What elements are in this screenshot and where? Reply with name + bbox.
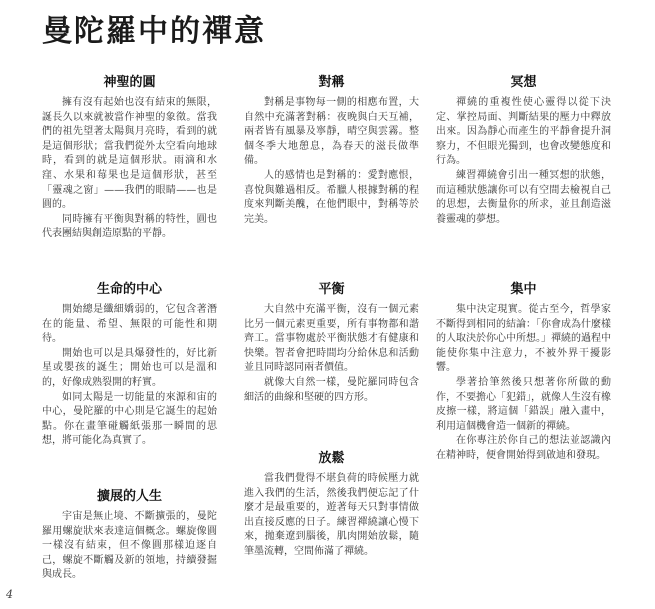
paragraph: 宇宙是無止境、不斷擴張的，曼陀羅用螺旋狀來表達這個概念。螺旋像圓一樣沒有結束，但不像圓那樣迫逐自己，螺旋不斷觸及新的領地，持續發掘與成長。: [42, 511, 217, 581]
paragraph: 人的感情也是對稱的：愛對應恨，喜悅與難過相反。希臘人根據對稱的程度來判斷美醜，在他們眼中，對稱等於完美。: [244, 169, 419, 225]
paragraph: 開始總是纖細嬌弱的，它包含著潛在的能量、希望、無限的可能性和期待。: [42, 304, 217, 345]
paragraph: 在你專注於你自己的想法並認識內在精神時，便會開始得到啟迪和發現。: [436, 435, 611, 461]
paragraph: 開始也可以是具爆發性的，好比新星或嬰孩的誕生；開始也可以是溫和的，好像成熟裂開的籽實。: [42, 347, 217, 388]
paragraph: 學著拾筆然後只想著你所做的動作，不要擔心「犯錯」，就像人生沒有橡皮擦一樣，將這個「錯誤」融入畫中，利用這個機會造一個新的禪繞。: [436, 376, 611, 432]
section-balance: [244, 281, 419, 405]
paragraph: 擁有沒有起始也沒有結束的無限，誕長久以來就被當作神聖的象徵。當我們的祖先望著太陽與月亮時，看到的就是這個形狀；當我們從外太空看向地球時，看到的就是這個形狀。雨滴和水窪、水果和莓果也是這個形狀，甚至「靈魂之窗」——我們的眼睛——也是圓的。: [42, 97, 217, 211]
section-heading: 生命的中心: [96, 282, 162, 297]
section-expanding-life: [42, 488, 217, 583]
section-relax: [244, 450, 419, 560]
section-heading: 神聖的圓: [103, 75, 156, 90]
section-sacred-circle: [42, 74, 217, 242]
paragraph: 大自然中充滿平衡，沒有一個元素比另一個元素更重要，所有事物都和諧齊工。當事物處於平衡狀態才有健康和快樂。智者會把時間均分給休息和活動並且同時認同兩者價值。: [244, 304, 419, 374]
section-heading: 冥想: [510, 75, 537, 90]
section-heading: 放鬆: [318, 451, 345, 466]
section-heading: 擴展的人生: [96, 489, 162, 504]
paragraph: 對稱是事物每一側的相應布置，大自然中充滿著對稱：夜晚與白天互補，兩者皆有風暴及寧靜，晴空與雲霧。整個冬季大地憩息，為春天的滋長做準備。: [244, 97, 419, 167]
section-heading: 集中: [510, 282, 537, 297]
page-title: 曼陀羅中的禪意: [42, 14, 266, 49]
paragraph: 同時擁有平衡與對稱的特性，圓也代表團結與創造原點的平靜。: [42, 213, 217, 240]
paragraph: 當我們覺得不堪負荷的時候壓力就進入我們的生活，然後我們便忘記了什麼才是最重要的，遊著每天只對事情做出直接反應的日子。練習禪繞讓心慢下來，拋棄遼到腦後，肌肉開始放鬆，隨筆墨流轉，空間佈滿了禪繞。: [244, 473, 419, 557]
section-focus: [436, 281, 611, 464]
section-symmetry: [244, 74, 419, 227]
section-heading: 平衡: [318, 282, 345, 297]
section-heading: 對稱: [318, 75, 345, 90]
paragraph: 就像大自然一樣，曼陀羅同時包含細活的曲線和堅硬的四方形。: [244, 376, 419, 403]
paragraph: 練習禪繞會引出一種冥想的狀態，而這種狀態讓你可以有空間去檢視自己的思想，去衡量你的所求，並且創造滋養靈魂的夢想。: [436, 169, 611, 225]
paragraph: 集中決定現實。從古至今，哲學家不斷得到相同的結論：「你會成為什麼樣的人取決於你心中所想。」禪繞的過程中能使你集中注意力，不被外界干擾影響。: [436, 304, 611, 374]
paragraph: 如同太陽是一切能量的來源和宙的中心，曼陀羅的中心則是它誕生的起始點。你在畫筆碰觸紙張那一瞬間的思想，將可能化為真實了。: [42, 391, 217, 447]
page-number: 4: [6, 588, 13, 601]
section-meditation: [436, 74, 611, 227]
paragraph: 禪繞的重複性使心靈得以從下決定、掌控局面、判斷結果的壓力中釋放出來。因為靜心而產生的平靜會提升洞察力，不但眼光獨到，也會改變態度和行為。: [436, 97, 611, 167]
section-center-of-life: [42, 281, 217, 449]
